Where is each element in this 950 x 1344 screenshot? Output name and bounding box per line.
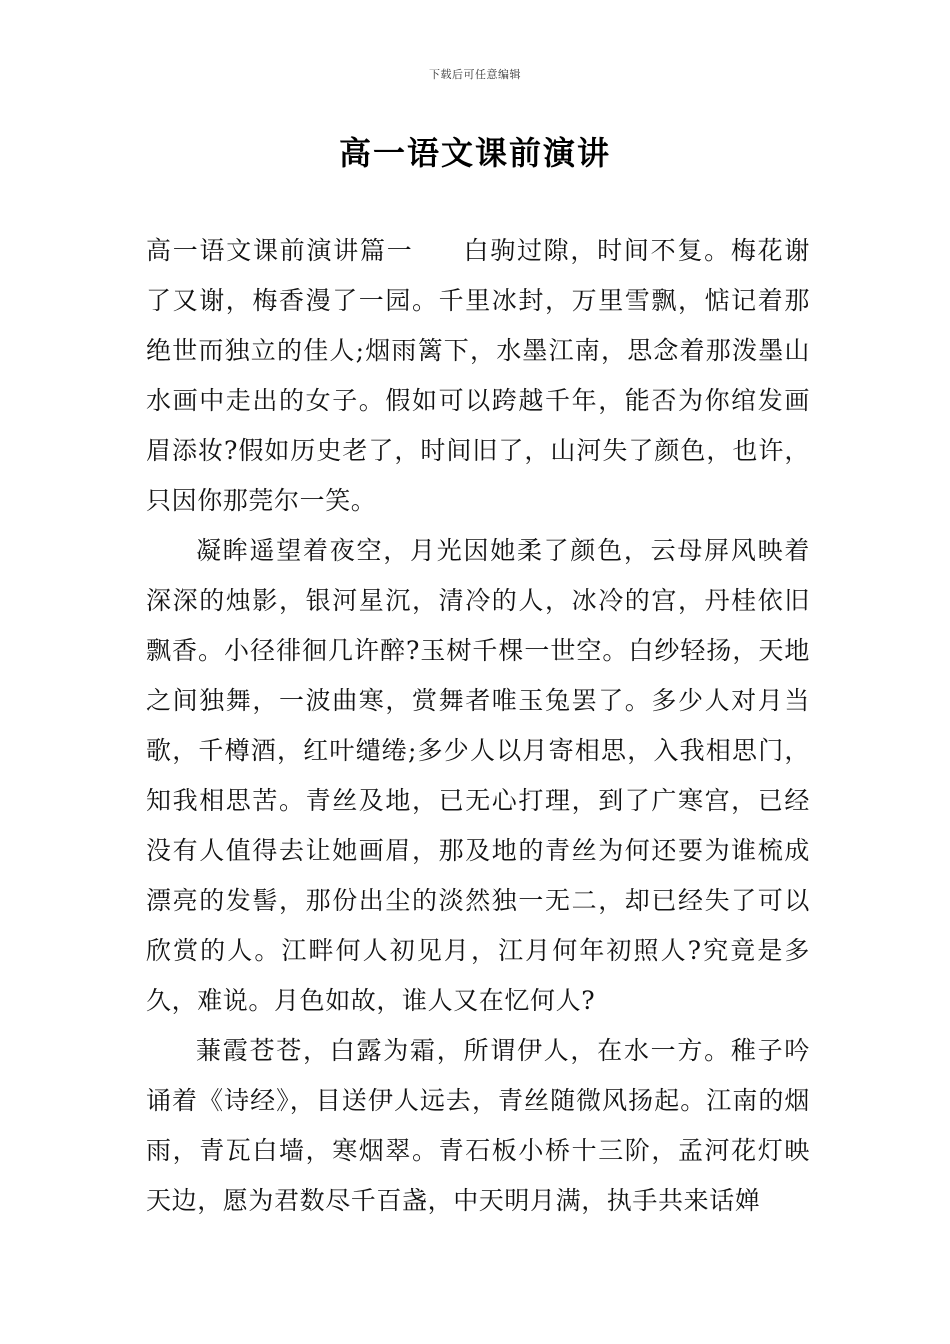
section-heading: 高一语文课前演讲篇一 [146, 236, 414, 265]
paragraph-3: 蒹霞苍苍，白露为霜，所谓伊人，在水一方。稚子吟诵着《诗经》，目送伊人远去，青丝随微风扬起。江南的烟雨，青瓦白墙，寒烟翠。青石板小桥十三阶，孟河花灯映天边，愿为君数尽千百盏，中天明月满，执手共来话婵 [146, 1036, 810, 1215]
header-note: 下载后可任意编辑 [429, 68, 521, 81]
paragraph-1 [146, 226, 810, 526]
paragraph-1-text: 白驹过隙，时间不复。梅花谢了又谢，梅香漫了一园。千里冰封，万里雪飘，惦记着那绝世而独立的佳人;烟雨篱下，水墨江南，思念着那泼墨山水画中走出的女子。假如可以跨越千年，能否为你绾发画眉添妆?假如历史老了，时间旧了，山河失了颜色，也许，只因你那莞尔一笑。 [146, 236, 810, 515]
paragraph-2: 凝眸遥望着夜空，月光因她柔了颜色，云母屏风映着深深的烛影，银河星沉，清冷的人，冰冷的宫，丹桂依旧飘香。小径徘徊几许醉?玉树千棵一世空。白纱轻扬，天地之间独舞，一波曲寒，赏舞者唯玉兔罢了。多少人对月当歌，千樽酒，红叶缱绻;多少人以月寄相思，入我相思门，知我相思苦。青丝及地，已无心打理，到了广寒宫，已经没有人值得去让她画眉，那及地的青丝为何还要为谁梳成漂亮的发髻，那份出尘的淡然独一无二，却已经失了可以欣赏的人。江畔何人初见月，江月何年初照人?究竟是多久，难说。月色如故，谁人又在忆何人? [146, 536, 810, 1015]
document-title: 高一语文课前演讲 [338, 134, 611, 172]
document-body [146, 226, 810, 1226]
